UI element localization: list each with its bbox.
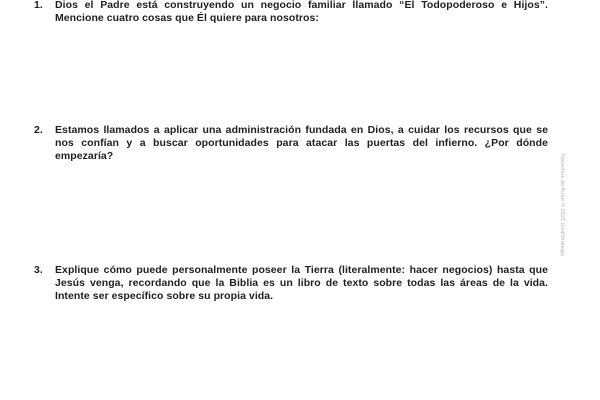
question-1-text: Dios el Padre está construyendo un negocio familiar llamado “El Todopoderoso e Hijos”. Mencione cuatro cosas que Él quiere para nosotros:	[55, 0, 548, 24]
copyright-notice: Derechos de Autor © 2021 GodStrategic	[559, 153, 565, 257]
question-3-text: Explique cómo puede personalmente poseer la Tierra (literalmente: hacer negocios) hasta que Jesús venga, recordando que la Biblia es un libro de texto sobre todas las áreas de la vida. Intente ser específico sobre su propia vida.	[55, 264, 548, 302]
question-1	[34, 0, 548, 25]
question-2-text: Estamos llamados a aplicar una administración fundada en Dios, a cuidar los recursos que se nos confían y a buscar oportunidades para atacar las puertas del infierno. ¿Por dónde empezaría?	[55, 124, 548, 162]
question-3	[34, 264, 548, 303]
question-2-number: 2.	[34, 124, 43, 136]
question-3-number: 3.	[34, 264, 43, 276]
question-1-number: 1.	[34, 0, 43, 11]
question-2	[34, 124, 548, 163]
